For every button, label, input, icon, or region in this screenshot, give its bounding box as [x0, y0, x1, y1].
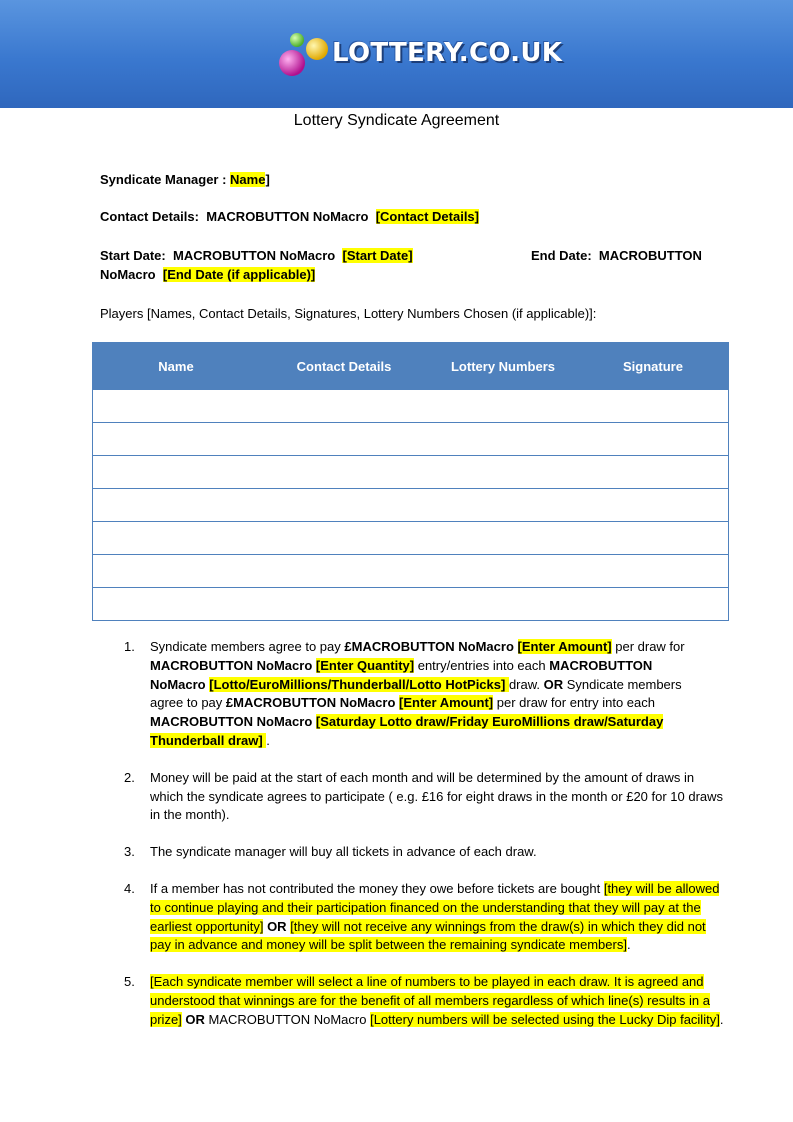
clause-macro: NoMacro — [150, 676, 210, 692]
contact-label: Contact Details: — [100, 209, 199, 224]
clause-macro: MACROBUTTON — [549, 657, 653, 673]
document-title: Lottery Syndicate Agreement — [293, 112, 500, 129]
manager-line: Syndicate Manager : Name] — [100, 172, 270, 187]
clause-5 — [124, 973, 730, 1029]
clause-list — [124, 638, 730, 1048]
end-date-line-2 — [100, 267, 315, 282]
missed-payment-option-2[interactable]: [they will not receive any winnings from the draw(s) in which they did not pay in advance and money will be split between the remaining syndicate members] — [150, 918, 706, 953]
end-date-macro: MACROBUTTON — [598, 248, 702, 263]
clause-text: If a member has not contributed the money they owe before tickets are bought — [150, 880, 604, 896]
clause-or: OR — [181, 1011, 209, 1027]
contact-field[interactable]: [Contact Details] — [375, 209, 479, 224]
clause-text: per draw for — [611, 639, 685, 654]
clause-2 — [124, 769, 730, 825]
lottery-balls-icon — [278, 32, 330, 78]
clause-text: agree to pay — [150, 695, 226, 711]
table-row[interactable] — [93, 422, 728, 455]
page-header — [0, 0, 793, 108]
clause-text: per draw for entry into each — [493, 695, 655, 711]
clause-macro: £MACROBUTTON NoMacro — [344, 639, 518, 654]
clause-or: OR — [263, 918, 291, 934]
players-table — [92, 342, 729, 621]
logo-text: LOTTERY.CO.UK — [332, 38, 563, 68]
col-header-numbers: Lottery Numbers — [450, 359, 556, 374]
table-row[interactable] — [93, 521, 728, 554]
clause-macro: MACROBUTTON NoMacro — [150, 714, 316, 730]
clause-1 — [124, 638, 730, 751]
clause-3 — [124, 843, 730, 862]
clause-text: Syndicate members — [563, 676, 682, 692]
end-date-line — [531, 248, 702, 263]
players-label: Players [Names, Contact Details, Signatures, Lottery Numbers Chosen (if applicable)]: — [100, 306, 597, 321]
col-header-name: Name — [158, 359, 194, 374]
number-selection-option-1[interactable]: [Each syndicate member will select a line of numbers to be played in each draw. It is agreed and understood that winnings are for the benefit of all members regardless of which line(s) results in a prize] — [150, 974, 711, 1027]
clause-macro: MACROBUTTON NoMacro — [150, 657, 316, 673]
end-date-field[interactable]: [End Date (if applicable)] — [162, 267, 316, 282]
table-row[interactable] — [93, 587, 728, 620]
table-row[interactable] — [93, 554, 728, 587]
quantity-field[interactable]: [Enter Quantity] — [315, 657, 415, 673]
number-selection-option-2[interactable]: [Lottery numbers will be selected using the Lucky Dip facility] — [370, 1011, 720, 1027]
table-row[interactable] — [93, 488, 728, 521]
end-date-macro-2: NoMacro — [100, 267, 156, 282]
table-row[interactable] — [93, 455, 728, 488]
amount-field-2[interactable]: [Enter Amount] — [399, 695, 494, 711]
table-header — [93, 343, 728, 389]
clause-text: draw. — [508, 676, 544, 692]
clause-macro: MACROBUTTON NoMacro — [208, 1011, 371, 1027]
clause-text: entry/entries into each — [414, 657, 550, 673]
manager-label: Syndicate Manager : — [100, 172, 231, 187]
contact-line — [100, 209, 479, 224]
clause-number: 4. — [124, 880, 135, 896]
clause-4 — [124, 880, 730, 955]
table-row[interactable] — [93, 389, 728, 422]
start-date-field[interactable]: [Start Date] — [342, 248, 413, 263]
contact-macro: MACROBUTTON NoMacro — [206, 209, 369, 224]
end-date-label: End Date: — [531, 248, 592, 263]
clause-text: . — [266, 732, 270, 748]
clause-text: Money will be paid at the start of each month and will be determined by the amount of draws in which the syndicate agrees to participate ( e.g. £16 for eight draws in the month or £20 for 10 draws in the month). — [150, 769, 724, 823]
missed-payment-option-1[interactable]: [they will be allowed to continue playing and their participation financed on the understanding that they will pay at the earliest opportunity] — [150, 880, 720, 934]
manager-field[interactable]: Name — [230, 172, 266, 187]
draw-selection-field[interactable]: [Saturday Lotto draw/Friday EuroMillions draw/Saturday Thunderball draw] — [150, 714, 664, 748]
col-header-contact: Contact Details — [296, 359, 392, 374]
clause-number: 2. — [124, 769, 135, 785]
start-date-line — [100, 248, 413, 263]
clause-text: Syndicate members agree to pay — [150, 639, 345, 654]
start-date-macro: MACROBUTTON NoMacro — [172, 248, 336, 263]
col-header-signature: Signature — [623, 359, 683, 374]
clause-number: 5. — [124, 974, 135, 990]
amount-field[interactable]: [Enter Amount] — [517, 639, 612, 654]
clause-text: . — [719, 1011, 724, 1027]
clause-text: The syndicate manager will buy all tickets in advance of each draw. — [150, 844, 537, 860]
clause-number: 3. — [124, 844, 135, 860]
clause-or: OR — [543, 676, 564, 692]
clause-text: . — [626, 937, 631, 953]
clause-number: 1. — [124, 639, 135, 654]
draw-type-field[interactable]: [Lotto/EuroMillions/Thunderball/Lotto HotPicks] — [209, 676, 509, 692]
start-date-label: Start Date: — [100, 248, 166, 263]
clause-macro: £MACROBUTTON NoMacro — [225, 695, 399, 711]
